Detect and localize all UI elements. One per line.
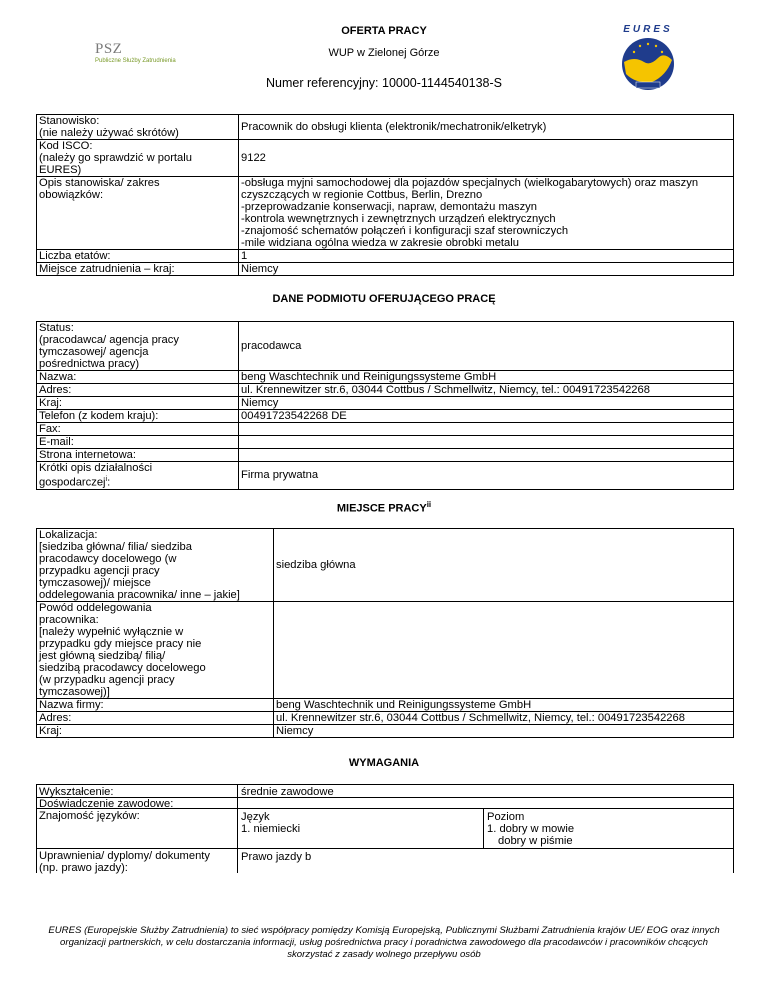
workplace-value-delegation-reason [274,602,734,699]
employer-label-website: Strona internetowa: [37,449,239,462]
eures-logo [612,22,684,94]
job-value-description: -obsługa myjni samochodowej dla pojazdów specjalnych (wielkogabarytowych) oraz maszyn czyszczących w regionie Cottbus, Berlin, Drezno -przeprowadzanie konserwacji, napraw, demontażu maszyn -kontrola wewnętrznych i zewnętrznych urządzeń elektrycznych -znajomość schematów połączeń i konfiguracji szaf sterowniczych -mile widziana ogólna wiedza w zakresie obrobki metalu [239,177,734,250]
job-label-description: Opis stanowiska/ zakres obowiązków: [37,177,239,250]
workplace-section-title: MIEJSCE PRACY$^{ii}$ [336,500,432,515]
workplace-label-location: Lokalizacja: [siedziba główna/ filia/ siedziba pracodawcy docelowego (w przypadku agencji pracy tymczasowej)/ miejsce oddelegowania pracownika/ inne – jakie] [37,529,274,602]
psz-logo-subtitle: Publiczne Służby Zatrudnienia [95,58,176,64]
level-item-1-writing: dobry w piśmie [498,835,573,847]
employer-value-country: Niemcy [239,397,734,410]
requirements-label-licenses: Uprawnienia/ dyplomy/ dokumenty (np. prawo jazdy): [39,850,211,874]
job-table [36,114,734,276]
employer-label-phone: Telefon (z kodem kraju): [37,410,239,423]
employer-label-name: Nazwa: [37,371,239,384]
requirements-section-title: WYMAGANIA [348,757,420,769]
workplace-label-company-name: Nazwa firmy: [37,699,274,712]
employer-label-address: Adres: [37,384,239,397]
workplace-value-country: Niemcy [274,725,734,738]
employer-value-activity: Firma prywatna [239,462,734,490]
employer-label-activity: Krótki opis działalności gospodarczej$^i$: [37,462,239,490]
job-label-position: Stanowisko: (nie należy używać skrótów) [37,115,239,140]
employer-section-title: DANE PODMIOTU OFERUJĄCEGO PRACĘ [272,293,496,305]
job-value-isco: 9122 [239,140,734,177]
eures-logo-text: EURES [623,24,673,35]
job-value-position: Pracownik do obsługi klienta (elektronik/mechatronik/elketryk) [239,115,734,140]
employer-value-name: beng Waschtechnik und Reinigungssysteme GmbH [239,371,734,384]
requirements-label-languages: Znajomość języków: [39,810,140,822]
job-value-country: Niemcy [239,263,734,276]
workplace-table [36,528,734,738]
employer-label-email: E-mail: [37,436,239,449]
reference-number: Numer referencyjny: 10000-1144540138-S [265,76,503,90]
employer-value-status: pracodawca [239,322,734,371]
employer-table [36,321,734,490]
employer-label-fax: Fax: [37,423,239,436]
level-column-header: Poziom [487,811,525,823]
requirements-label-experience: Doświadczenie zawodowe: [39,798,174,810]
psz-logo [95,42,176,65]
requirements-value-education: średnie zawodowe [241,786,334,798]
footer-disclaimer: EURES (Europejskie Służby Zatrudnienia) to sieć współpracy pomiędzy Komisją Europejską, Publicznymi Służbami Zatrudnienia krajów UE/ EOG oraz innych organizacji partnerskich, w celu dostarczania informacji, usług pośrednictwa pracy i poradnictwa zawodowego dla pracodawców i pracowników chcących skorzystać z zasady wolnego przepływu osób [48,925,720,960]
job-value-positions-count: 1 [239,250,734,263]
language-item-1: 1. niemiecki [241,823,301,835]
employer-value-fax [239,423,734,436]
job-label-positions-count: Liczba etatów: [37,250,239,263]
eures-logo-icon [612,22,684,94]
footnote-marker-i: i [105,476,108,483]
employer-value-website [239,449,734,462]
workplace-label-country: Kraj: [37,725,274,738]
office-name: WUP w Zielonej Górze [328,47,440,59]
footnote-marker-ii: ii [426,500,432,509]
employer-label-status: Status: (pracodawca/ agencja pracy tymczasowej/ agencja pośrednictwa pracy) [37,322,239,371]
workplace-value-company-name: beng Waschtechnik und Reinigungssysteme GmbH [274,699,734,712]
workplace-label-delegation-reason: Powód oddelegowania pracownika: [należy wypełnić wyłącznie w przypadku gdy miejsce pracy nie jest główną siedzibą/ filią/ siedzibą pracodawcy docelowego (w przypadku agencji pracy tymczasowej)] [37,602,274,699]
language-column-header: Język [241,811,270,823]
job-label-isco: Kod ISCO: (należy go sprawdzić w portalu EURES) [37,140,239,177]
workplace-value-location: siedziba główna [274,529,734,602]
requirements-label-education: Wykształcenie: [39,786,114,798]
employer-value-address: ul. Krennewitzer str.6, 03044 Cottbus / Schmellwitz, Niemcy, tel.: 00491723542268 [239,384,734,397]
employer-value-email [239,436,734,449]
employer-value-phone: 00491723542268 DE [239,410,734,423]
requirements-value-licenses: Prawo jazdy b [241,851,312,863]
psz-logo-text: PSZ [95,41,123,57]
workplace-value-address: ul. Krennewitzer str.6, 03044 Cottbus / Schmellwitz, Niemcy, tel.: 00491723542268 [274,712,734,725]
workplace-label-address: Adres: [37,712,274,725]
job-label-country: Miejsce zatrudnienia – kraj: [37,263,239,276]
level-item-1-speaking: 1. dobry w mowie [487,823,575,835]
document-title: OFERTA PRACY [341,25,427,37]
employer-label-country: Kraj: [37,397,239,410]
